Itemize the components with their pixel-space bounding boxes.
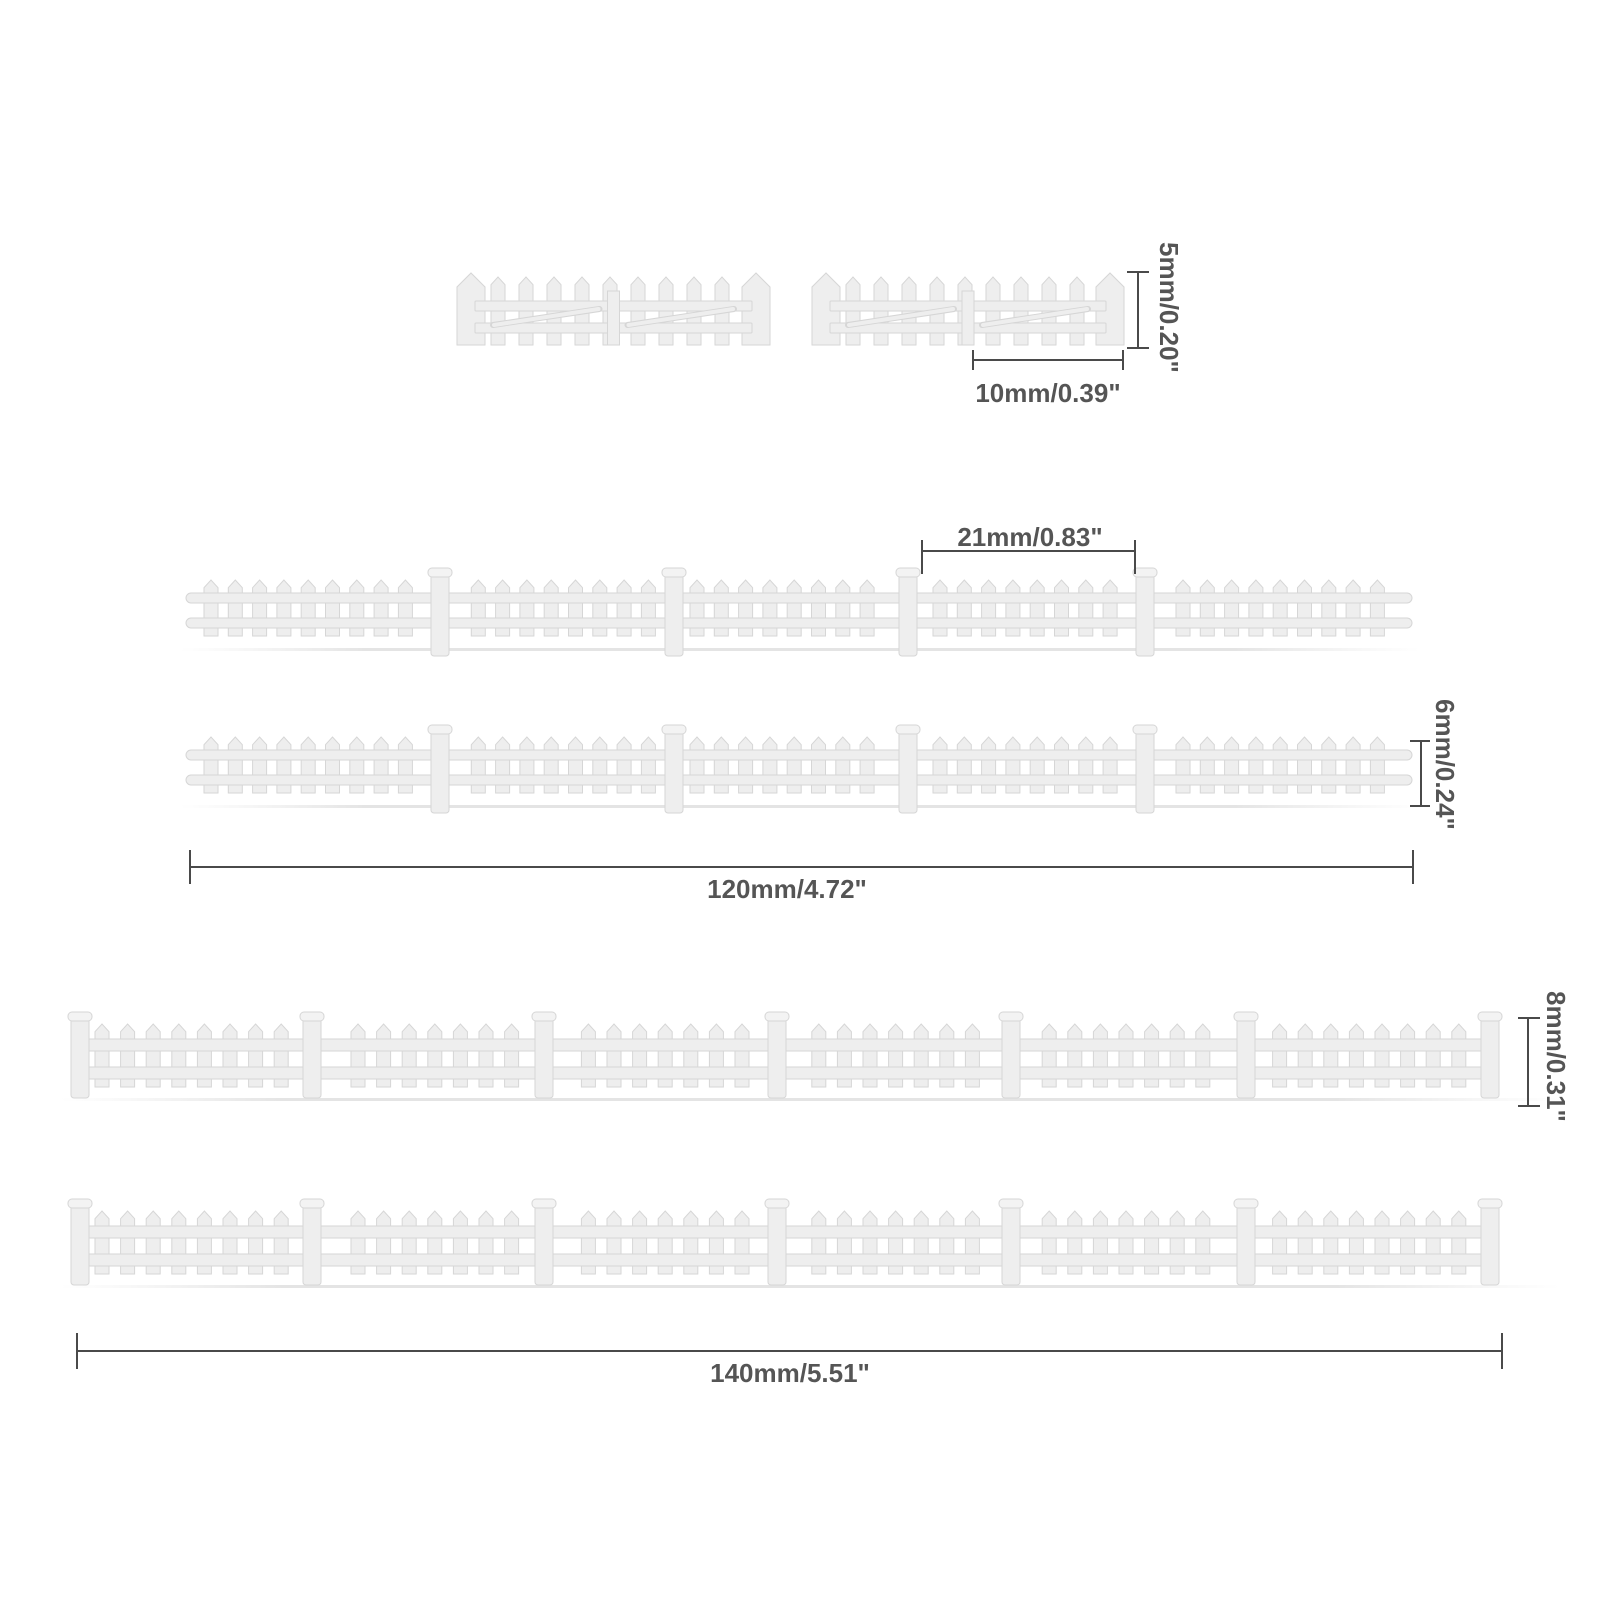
fence-post (1481, 1205, 1499, 1285)
fence-rail (186, 750, 1412, 760)
fence-post-cap (68, 1199, 92, 1208)
fence-120mm-top (180, 568, 1420, 656)
fence-post (303, 1018, 321, 1098)
fence-post (768, 1205, 786, 1285)
fence-post-cap (428, 725, 452, 734)
fence-post (71, 1018, 89, 1098)
fence-post (1136, 731, 1154, 813)
fence-post (431, 731, 449, 813)
fence-post-cap (300, 1199, 324, 1208)
fence-post (1237, 1205, 1255, 1285)
fence-post (899, 574, 917, 656)
gate-height-dimension (1127, 242, 1184, 373)
fence-post-cap (68, 1012, 92, 1021)
fence-post-cap (662, 568, 686, 577)
post-spacing-dimension (922, 522, 1135, 574)
fence-post (303, 1205, 321, 1285)
fence-120mm-bottom (180, 725, 1420, 813)
fence-140-length-dimension (77, 1333, 1502, 1388)
gate-height-label: 5mm/0.20" (1154, 242, 1184, 373)
fence-post-cap (1234, 1199, 1258, 1208)
gate-center-post (962, 291, 974, 345)
fence-post (899, 731, 917, 813)
gate-width-dimension (973, 350, 1123, 408)
fence-140mm-bottom (60, 1199, 1560, 1288)
fence-post (768, 1018, 786, 1098)
gate-center-post (608, 291, 620, 345)
fence-post (71, 1205, 89, 1285)
fence-post-cap (999, 1199, 1023, 1208)
fence-shadow (60, 1285, 1560, 1288)
fence-post-cap (428, 568, 452, 577)
fence-post (1481, 1018, 1499, 1098)
gate-width-label: 10mm/0.39" (975, 378, 1121, 408)
fence-120-length-dimension (190, 850, 1413, 904)
fence-post-cap (999, 1012, 1023, 1021)
fence-post (1237, 1018, 1255, 1098)
post-spacing-label: 21mm/0.83" (957, 522, 1103, 552)
fence-120-height-dimension (1410, 699, 1460, 830)
fence-140-length-label: 140mm/5.51" (710, 1358, 870, 1388)
gate-right (812, 273, 1124, 345)
fence-post (1136, 574, 1154, 656)
fence-post-cap (896, 725, 920, 734)
fence-post (1002, 1205, 1020, 1285)
fence-rail (186, 775, 1412, 785)
fence-post-cap (662, 725, 686, 734)
gate-left (457, 273, 770, 345)
fence-140-height-dimension (1518, 991, 1571, 1122)
fence-shadow (60, 1098, 1560, 1101)
fence-post-cap (1478, 1012, 1502, 1021)
fence-post-cap (1478, 1199, 1502, 1208)
fence-post (1002, 1018, 1020, 1098)
fence-post-cap (532, 1199, 556, 1208)
fence-post-cap (1234, 1012, 1258, 1021)
fence-shadow (180, 648, 1420, 651)
fence-120-length-label: 120mm/4.72" (707, 874, 867, 904)
fence-post-cap (1133, 568, 1157, 577)
fence-post-cap (765, 1199, 789, 1208)
fence-140mm-top (60, 1012, 1560, 1101)
fence-rail (186, 593, 1412, 603)
fence-post-cap (532, 1012, 556, 1021)
fence-post-cap (896, 568, 920, 577)
fence-post (535, 1018, 553, 1098)
fence-post (665, 731, 683, 813)
fence-shadow (180, 805, 1420, 808)
fence-post (665, 574, 683, 656)
fence-post-cap (765, 1012, 789, 1021)
fence-post (535, 1205, 553, 1285)
fence-post-cap (1133, 725, 1157, 734)
fence-post (431, 574, 449, 656)
fence-post-cap (300, 1012, 324, 1021)
fence-rail (186, 618, 1412, 628)
fence-120-height-label: 6mm/0.24" (1430, 699, 1460, 830)
fence-140-height-label: 8mm/0.31" (1541, 991, 1571, 1122)
